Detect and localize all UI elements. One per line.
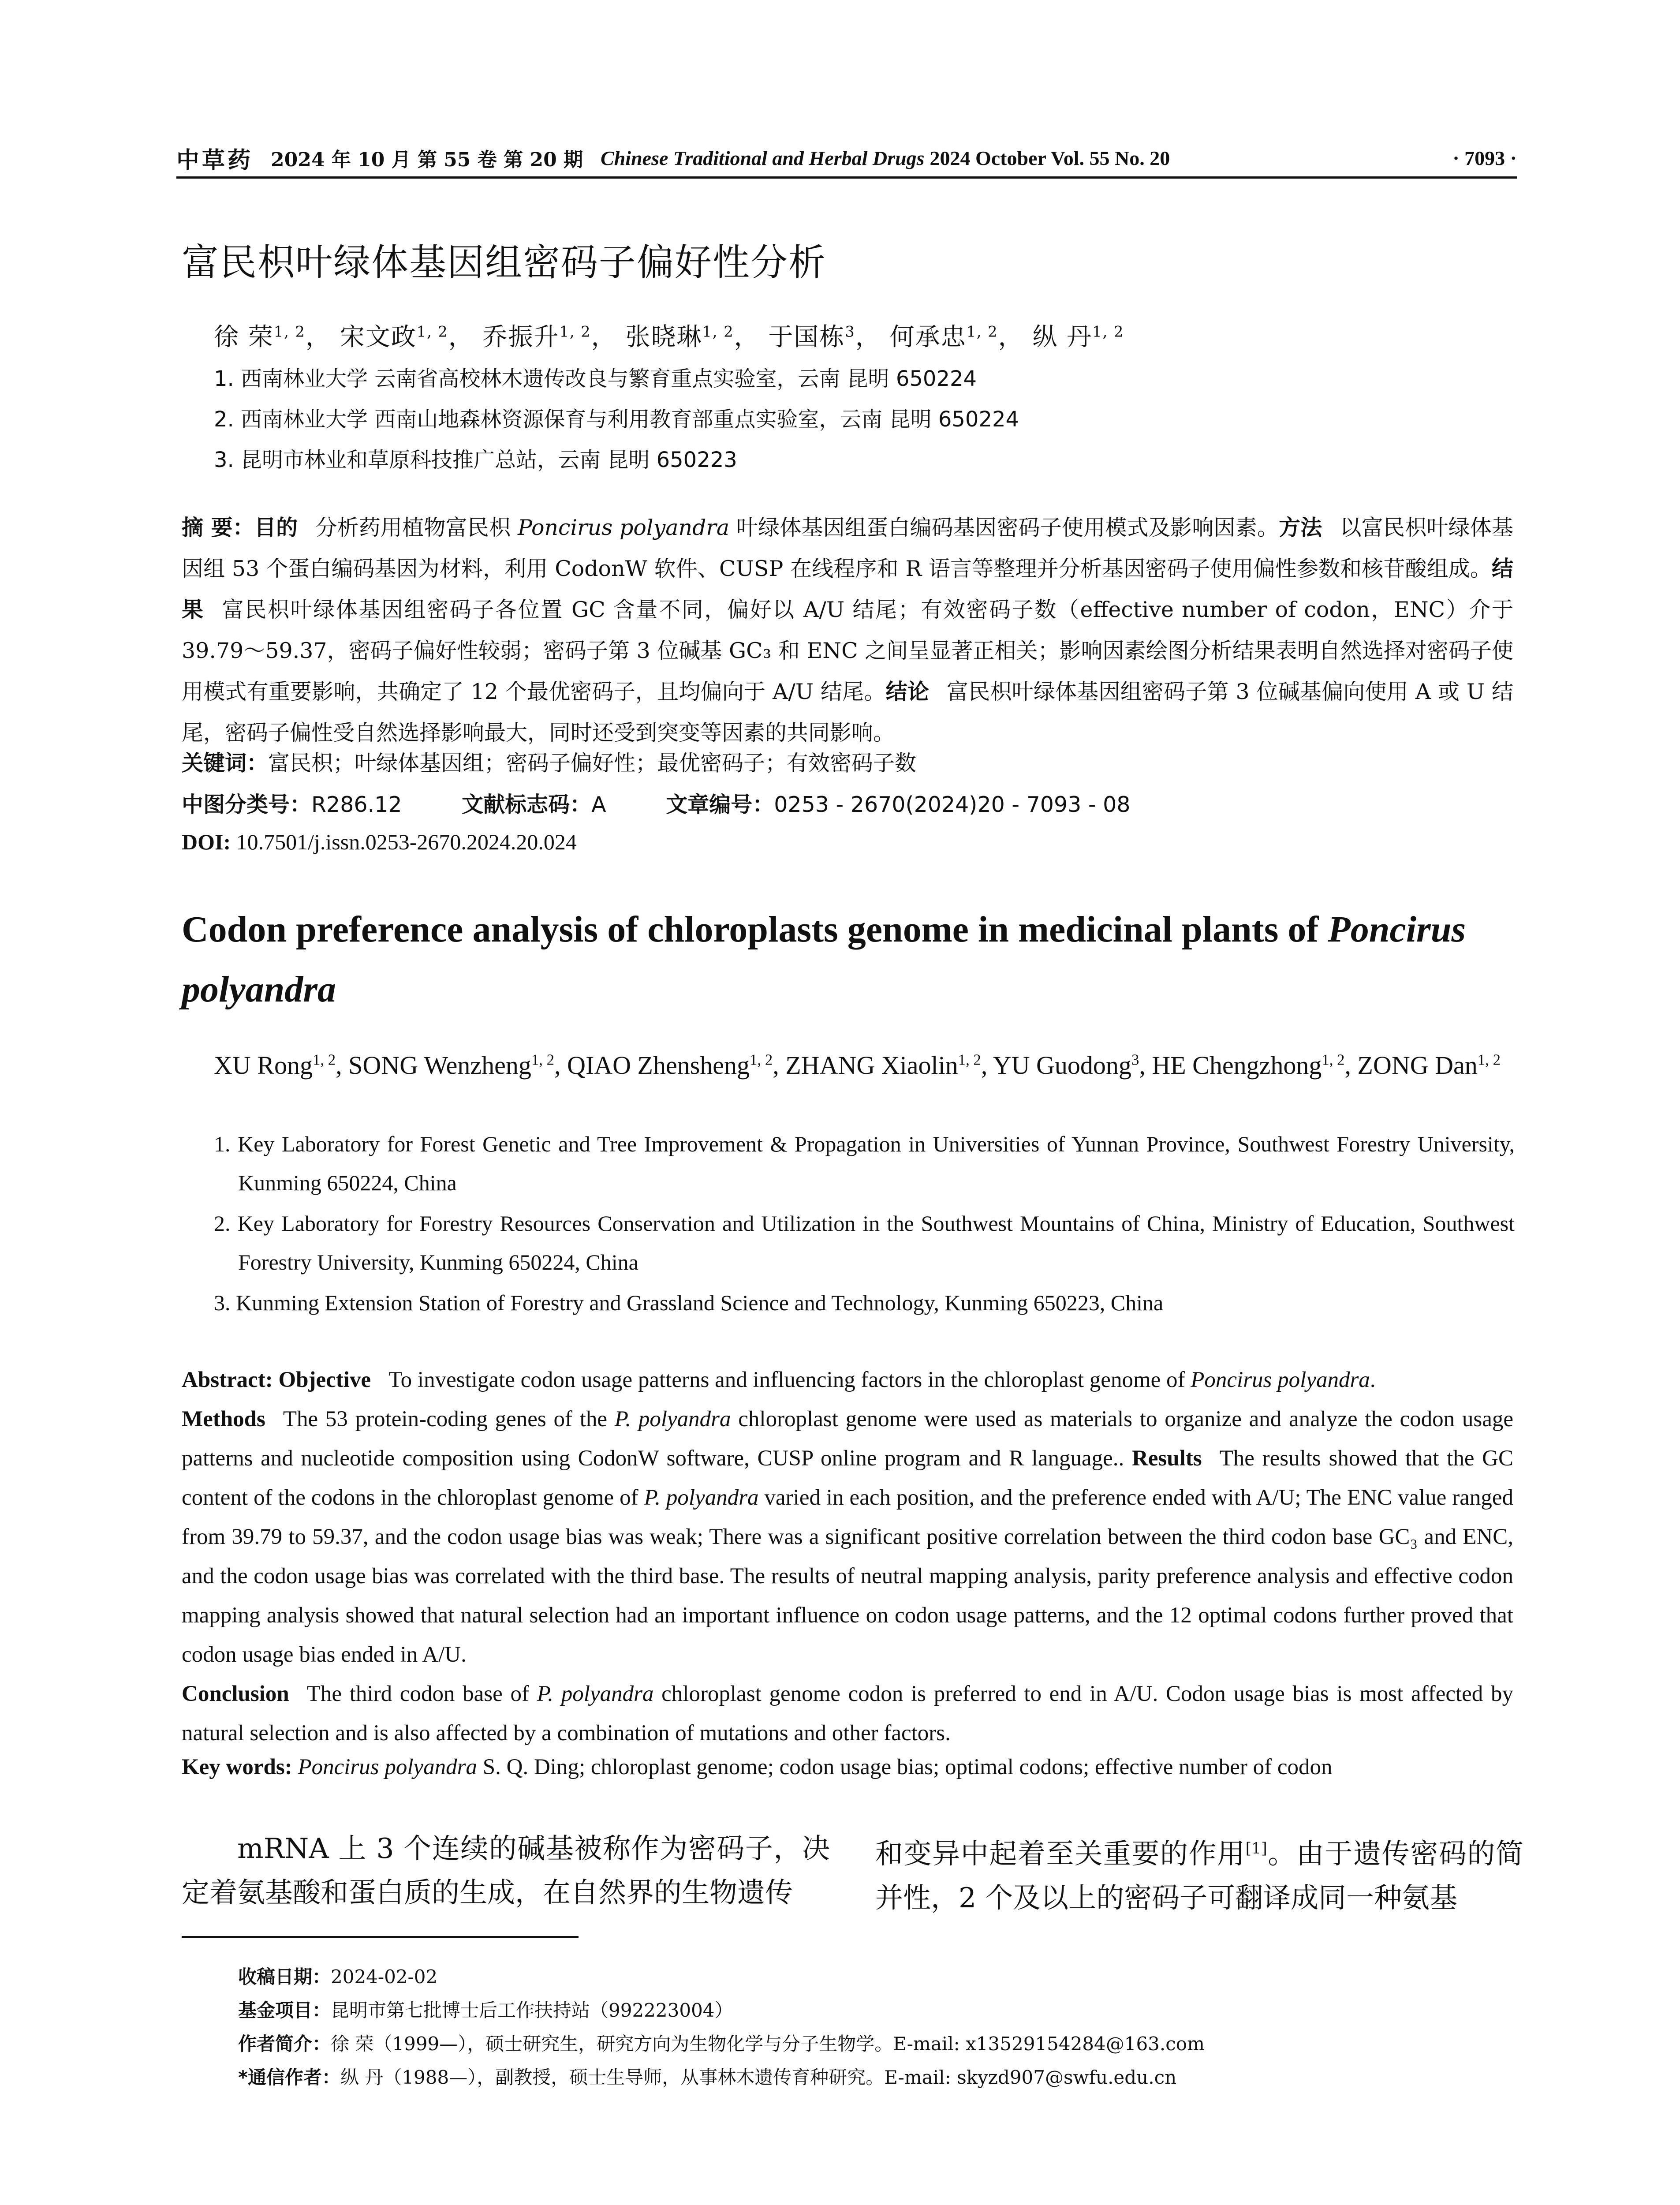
abstract-en-methods-label: Methods: [182, 1407, 265, 1431]
footnote-funding: 基金项目：昆明市第七批博士后工作扶持站（992223004）: [238, 1999, 733, 2021]
species-name: Poncirus polyandra: [518, 515, 730, 540]
abstract-cn-results-label: 结果: [182, 556, 1513, 622]
abstract-cn-conclusion-label: 结论: [885, 679, 929, 704]
issue-info-cn: 2024 年 10 月 第 55 卷 第 20 期: [271, 149, 583, 171]
body-column-left: mRNA 上 3 个连续的碱基被称作为密码子，决定着氨基酸和蛋白质的生成，在自然界的生物遗传: [182, 1832, 830, 1909]
author-cn: 纵 丹$^{1, 2}$: [1032, 323, 1124, 351]
author-en: XU Rong$^{1, 2}$,: [214, 1051, 349, 1080]
page-number: · 7093 ·: [1452, 146, 1517, 169]
authors-cn: [214, 318, 1124, 353]
abstract-en-conclusion-label: Conclusion: [182, 1682, 289, 1706]
footnote-rule: [182, 1936, 579, 1938]
doi: DOI: 10.7501/j.issn.0253-2670.2024.20.024: [182, 830, 577, 854]
abstract-cn-objective-label: 目的: [254, 515, 298, 540]
footnote-corresponding: *通信作者：纵 丹（1988—），副教授，硕士生导师，从事林木遗传育种研究。E-mail: skyzd907@swfu.edu.cn: [238, 2067, 1177, 2088]
author-cn: 张晓琳$^{1, 2}$，: [625, 323, 760, 351]
author-en: HE Chengzhong$^{1, 2}$,: [1152, 1051, 1358, 1080]
author-en: ZONG Dan$^{1, 2}$: [1357, 1051, 1501, 1080]
affiliation-en-2: 2. Key Laboratory for Forestry Resources Conservation and Utilization in the Southwest Mountains of China, Ministry of Education, Southwest Forestry University, Kunming 650224, China: [214, 1211, 1515, 1274]
affiliation-cn-2: 2. 西南林业大学 西南山地森林资源保育与利用教育部重点实验室，云南 昆明 650224: [214, 407, 1019, 432]
author-en: QIAO Zhensheng$^{1, 2}$,: [567, 1051, 786, 1080]
abstract-cn-methods-label: 方法: [1279, 515, 1322, 540]
title-en: Codon preference analysis of chloroplasts genome in medicinal plants of Poncirus polyandra: [182, 909, 1466, 1010]
journal-name-en: Chinese Traditional and Herbal Drugs: [601, 146, 925, 169]
author-cn: 徐 荣$^{1, 2}$，: [214, 323, 331, 351]
affiliation-en-3: 3. Kunming Extension Station of Forestry and Grassland Science and Technology, Kunming 650223, China: [214, 1290, 1164, 1315]
classification-line: 中图分类号：R286.12 文献标志码：A 文章编号：0253 - 2670(2024)20 - 7093 - 08: [182, 792, 1131, 817]
abstract-en-results-label: Results: [1131, 1446, 1202, 1471]
author-cn: 乔振升$^{1, 2}$，: [482, 323, 617, 351]
author-cn: 何承忠$^{1, 2}$，: [889, 323, 1024, 351]
author-en: YU Guodong$^3$,: [993, 1051, 1152, 1080]
authors-en: [214, 1041, 1515, 1085]
title-cn: 富民枳叶绿体基因组密码子偏好性分析: [182, 241, 827, 284]
author-cn: 宋文政$^{1, 2}$，: [340, 323, 474, 351]
abstract-en: Abstract: Objective To investigate codon usage patterns and influencing factors in the chloroplast genome of Poncirus polyandra. Methods The 53 protein-coding genes of the P. polyandra chloroplast genome were used as materials to organize and analyze the codon usage patterns and nucleotide composition using CodonW software, CUSP online program and R language.. Results The results showed that the GC content of the codons in the chloroplast genome of P. polyandra varied in each position, and the preference ended with A/U; The ENC value ranged from 39.79 to 59.37, and the codon usage bias was weak; There was a significant positive correlation between the third codon base GC₃ and ENC, and the codon usage bias was correlated with the third base. The results of neutral mapping analysis, parity preference analysis and effective codon mapping analysis showed that natural selection had an important influence on codon usage patterns, and the 12 optimal codons further proved that codon usage bias ended in A/U. Conclusion The third codon base of P. polyandra chloroplast genome codon is preferred to end in A/U. Codon usage bias is most affected by natural selection and is also affected by a combination of mutations and other factors.: [182, 1368, 1514, 1745]
abstract-en-objective-label: Abstract: Objective: [182, 1368, 371, 1392]
issue-info-en: 2024 October Vol. 55 No. 20: [930, 146, 1170, 169]
abstract-cn-lead: 摘 要：: [182, 515, 254, 540]
abstract-cn: 摘 要：目的 分析药用植物富民枳 Poncirus polyandra 叶绿体基因组蛋白编码基因密码子使用模式及影响因素。方法 以富民枳叶绿体基因组 53 个蛋白编码基因为材料，利用 CodonW 软件、CUSP 在线程序和 R 语言等整理并分析基因密码子使用偏性参数和核苷酸组成。结果 富民枳叶绿体基因组密码子各位置 GC 含量不同，偏好以 A/U 结尾；有效密码子数（effective number of codon，ENC）介于 39.79～59.37，密码子偏好性较弱；密码子第 3 位碱基 GC₃ 和 ENC 之间呈显著正相关；影响因素绘图分析结果表明自然选择对密码子使用模式有重要影响，共确定了 12 个最优密码子，且均偏向于 A/U 结尾。结论 富民枳叶绿体基因组密码子第 3 位碱基偏向使用 A 或 U 结尾，密码子偏性受自然选择影响最大，同时还受到突变等因素的共同影响。: [182, 515, 1513, 745]
keywords-cn: 关键词：富民枳；叶绿体基因组；密码子偏好性；最优密码子；有效密码子数: [182, 751, 917, 776]
footnote-received: 收稿日期：2024-02-02: [238, 1966, 438, 1988]
affiliation-cn-1: 1. 西南林业大学 云南省高校林木遗传改良与繁育重点实验室，云南 昆明 650224: [214, 366, 977, 391]
citation-ref[interactable]: [1]: [1245, 1840, 1267, 1857]
header-rule: [176, 176, 1517, 179]
footnote-author-bio: 作者简介：徐 荣（1999—），硕士研究生，研究方向为生物化学与分子生物学。E-mail: x13529154284@163.com: [238, 2033, 1205, 2055]
body-column-right: 和变异中起着至关重要的作用[1]。由于遗传密码的简并性，2 个及以上的密码子可翻译成同一种氨基: [875, 1838, 1524, 1914]
author-en: SONG Wenzheng$^{1, 2}$,: [348, 1051, 567, 1080]
affiliation-cn-3: 3. 昆明市林业和草原科技推广总站，云南 昆明 650223: [214, 448, 737, 472]
affiliation-en-1: 1. Key Laboratory for Forest Genetic and Tree Improvement & Propagation in Universities of Yunnan Province, Southwest Forestry University, Kunming 650224, China: [214, 1132, 1515, 1195]
author-en: ZHANG Xiaolin$^{1, 2}$,: [785, 1051, 993, 1080]
running-header: [176, 140, 1517, 176]
author-cn: 于国栋$^3$，: [768, 323, 881, 351]
keywords-en: Key words: Poncirus polyandra S. Q. Ding; chloroplast genome; codon usage bias; optimal codons; effective number of codon: [182, 1755, 1333, 1779]
journal-name-cn: 中草药: [176, 146, 254, 174]
species-name: Poncirus polyandra: [182, 909, 1466, 1010]
